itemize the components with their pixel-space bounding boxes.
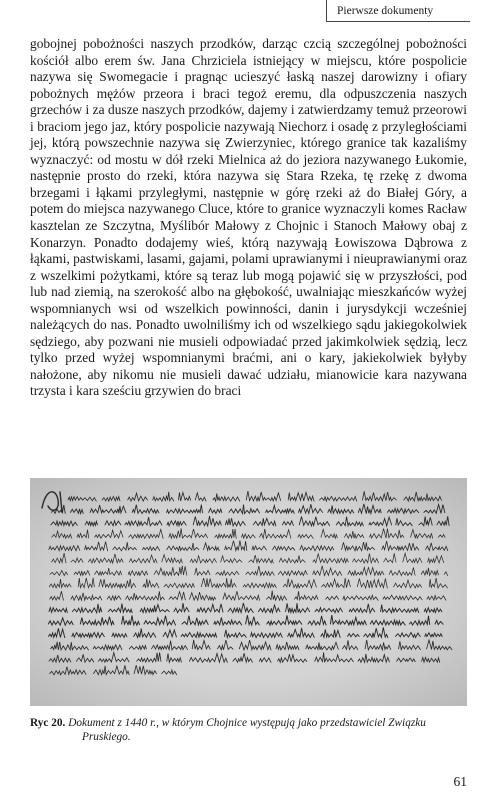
caption-line-1: Dokument z 1440 r., w którym Chojnice występują jako przedstawiciel Związku: [68, 717, 426, 729]
manuscript-figure: [30, 478, 467, 706]
manuscript-image: [30, 478, 467, 706]
caption-label: Ryc 20.: [30, 717, 66, 729]
running-header: Pierwsze dokumenty: [326, 0, 470, 22]
body-text: [30, 36, 467, 400]
page-number: 61: [453, 774, 467, 789]
body-paragraph: gobojnej pobożności naszych przodków, darząc czcią szczególnej pobożności kościół albo erem św. Jana Chrziciela istniejący w miejscu, które pospolicie nazywa się Swomegacie i pragnąc ucieszyć łaską naszej darowizny i ofiary pobożnych mężów przeora i braci tegoż eremu, dla odpuszczenia naszych grzechów i za dusze naszych przodków, dajemy i zatwierdzamy temuż przeorowi i braciom jego jaz, który pospolicie nazywają Niechorz i osadę z przyległościami jej, którą powszechnie nazywa się Zwierzyniec, którego granice tak kazaliśmy wyznaczyć: od mostu w dół rzeki Mielnica aż do jeziora nazywanego Łukomie, następnie prosto do rzeki, która nazywa się Stara Rzeka, tę rzekę z dwoma brzegami i łąkami przyległymi, następnie w górę rzeki aż do Białej Góry, a potem do miejsca nazywanego Cluce, które to granice wyznaczyli komes Racław kasztelan ze Szczytna, Myślibór Małowy z Chojnic i Stanoch Małowy obaj z Konarzyn. Ponadto dodajemy wieś, którą nazywają Łowiszowa Dąbrowa z łąkami, pastwiskami, lasami, gajami, polami uprawianymi i nieuprawianymi oraz z wszelkimi pożytkami, które są teraz lub mogą pojawić się w przyszłości, pod lub nad ziemią, na szerokość albo na głębokość, uwalniając mieszkańców wyżej wspomnianych wsi od wszelkich powinności, danin i jurysdykcji wcześniej należących do nas. Ponadto uwolniliśmy ich od wszelkiego sądu jakiegokolwiek sędziego, aby pozwani nie musieli odpowiadać przed jakimkolwiek sędzią, lecz tylko przed wyżej wspomnianymi braćmi, ani o kary, jakiekolwiek byłyby nałożone, aby nikomu nie musieli dawać udziału, mianowicie kara nazywana trzysta i kara sześciu grzywien do braci: [30, 36, 467, 399]
figure-caption: [30, 716, 467, 744]
caption-line-2: Pruskiego.: [82, 731, 131, 743]
